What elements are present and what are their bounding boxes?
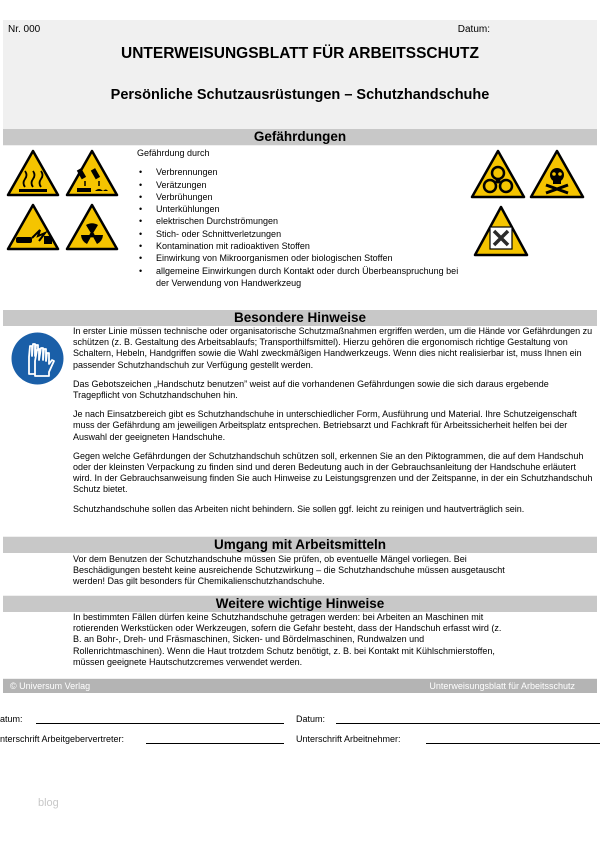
watermark: blog: [38, 797, 59, 809]
harmful-irritant-warning-icon: [473, 205, 529, 257]
besondere-paragraph: Je nach Einsatzbereich gibt es Schutzhandschuhe in unterschiedlicher Form, Ausführung und Material. Ihre Schutzeigenschaft muss der Gefährdung am jeweiligen Arbeitsplatz entsprechen. Betriebsarzt und Fachkraft für Arbeitssicherheit helfen bei der Auswahl der geeigneten Handschuhe.: [73, 409, 577, 442]
weitere-hinweise-body: [3, 612, 597, 678]
umgang-body: [3, 553, 597, 595]
biohazard-warning-icon: [470, 149, 526, 199]
besondere-paragraph: In erster Linie müssen technische oder organisatorische Schutzmaßnahmen ergriffen werden, um die Hände vor Gefährdungen zu schützen (z. B. Gestaltung des Arbeitsablaufs; Transporthilfsmittel). Hierzu gehören die ergonomisch richtige Gestaltung von Schaltern, Hebeln, Handgriffen sowie die Wahl zweckmäßigen Handwerkzeugs. Wenn dies nicht realisierbar ist, muss Ihnen ein passender Schutzhandschuh zur Verfügung gestellt werden.: [73, 326, 593, 370]
umgang-text: Vor dem Benutzen der Schutzhandschuhe müssen Sie prüfen, ob eventuelle Mängel vorliegen. Bei Beschädigungen besteht keine ausreichende Schutzwirkung – die Schutzhandschuhe müssen ausgetauscht werden! Das gilt besonders für Chemikalienschutzhandschuhe.: [73, 554, 505, 587]
besondere-hinweise-body: [3, 326, 597, 536]
besondere-paragraph: Gegen welche Gefährdungen der Schutzhandschuh schützen soll, erkennen Sie an den Piktogrammen, die auf dem Handschuh oder der kleinsten Verpackung zu finden sind und deren Bedeutung auch in der Gebrauchsanleitung der Handschuhe erläutert wird. In der Gebrauchsanweisung finden Sie auch Hinweise zu Leistungsgrenzen und der Zeitspanne, in der ein Schutzhandschuh Schutz bietet.: [73, 450, 593, 495]
page-subtitle: Persönliche Schutzausrüstungen – Schutzhandschuhe: [110, 87, 490, 103]
list-item: • Unterkühlungen: [137, 203, 463, 215]
employee-signature-label: Unterschrift Arbeitnehmer:: [296, 734, 401, 744]
section-heading-umgang: Umgang mit Arbeitsmitteln: [3, 537, 597, 553]
radioactive-warning-icon: [65, 203, 119, 251]
list-item: • Stich- oder Schnittverletzungen: [137, 228, 463, 240]
list-item: • Verätzungen: [137, 179, 463, 191]
weitere-text: In bestimmten Fällen dürfen keine Schutzhandschuhe getragen werden: bei Arbeiten an Maschinen mit rotierenden Werkstücken oder Werkzeugen, sofern die Gefahr besteht, dass der Handschuh erfasst wird (z. B. an Bohr-, Dreh- und Fräsmaschinen, Sicken- und Bördelmaschinen, Rundwalzen und Rollenrichtmaschinen). Wenn die Haut trotzdem Schutz benötigt, z. B. bei Kontakt mit Kühlschmierstoffen, müssen geeignete Hautschutzcremes verwendet werden.: [73, 612, 502, 667]
list-item: • Verbrennungen: [137, 166, 463, 178]
employer-signature-label: nterschrift Arbeitgebervertreter:: [0, 734, 125, 744]
besondere-paragraph: Das Gebotszeichen „Handschutz benutzen” weist auf die vorhandenen Gefährdungen sowie die sich daraus ergebende Tragepflicht von Schutzhandschuhen hin.: [73, 378, 549, 401]
list-item: • Verbrühungen: [137, 191, 463, 203]
sheet-number: Nr. 000: [8, 24, 41, 35]
list-item: • allgemeine Einwirkungen durch Kontakt oder durch Überbeanspruchung bei der Verwendung von Handwerkzeug: [137, 265, 463, 290]
header-row: [8, 24, 592, 35]
section-heading-besondere-hinweise: Besondere Hinweise: [3, 310, 597, 326]
footer-bar: [3, 679, 597, 693]
section-heading-gefaehrdungen: Gefährdungen: [3, 129, 597, 145]
section-heading-weitere-hinweise: Weitere wichtige Hinweise: [3, 596, 597, 612]
list-item: • Kontamination mit radioaktiven Stoffen: [137, 240, 463, 252]
date-line-left[interactable]: [36, 723, 284, 724]
date-label-right: Datum:: [296, 714, 326, 724]
list-item: • elektrischen Durchströmungen: [137, 215, 463, 227]
electric-shock-warning-icon: [6, 203, 60, 251]
footer-publisher: © Universum Verlag: [10, 681, 91, 691]
employer-signature-line[interactable]: [146, 743, 284, 744]
wear-gloves-mandatory-icon: [10, 331, 65, 386]
footer-document-name: Unterweisungsblatt für Arbeitsschutz: [429, 681, 575, 691]
date-line-right[interactable]: [336, 723, 600, 724]
date-label-left: atum:: [0, 714, 23, 724]
besondere-paragraph: Schutzhandschuhe sollen das Arbeiten nicht behindern. Sie sollen ggf. leicht zu reinigen und hautverträglich sein.: [73, 503, 525, 514]
corrosive-warning-icon: [65, 149, 119, 197]
employee-signature-line[interactable]: [426, 743, 600, 744]
hazard-intro: Gefährdung durch: [137, 148, 210, 158]
header-datum-label: Datum:: [457, 24, 490, 35]
hot-surface-warning-icon: [6, 149, 60, 197]
hazard-list: [137, 166, 463, 289]
toxic-warning-icon: [529, 149, 585, 199]
page-title: UNTERWEISUNGSBLATT FÜR ARBEITSSCHUTZ: [121, 45, 479, 62]
list-item: • Einwirkung von Mikroorganismen oder biologischen Stoffen: [137, 252, 463, 264]
